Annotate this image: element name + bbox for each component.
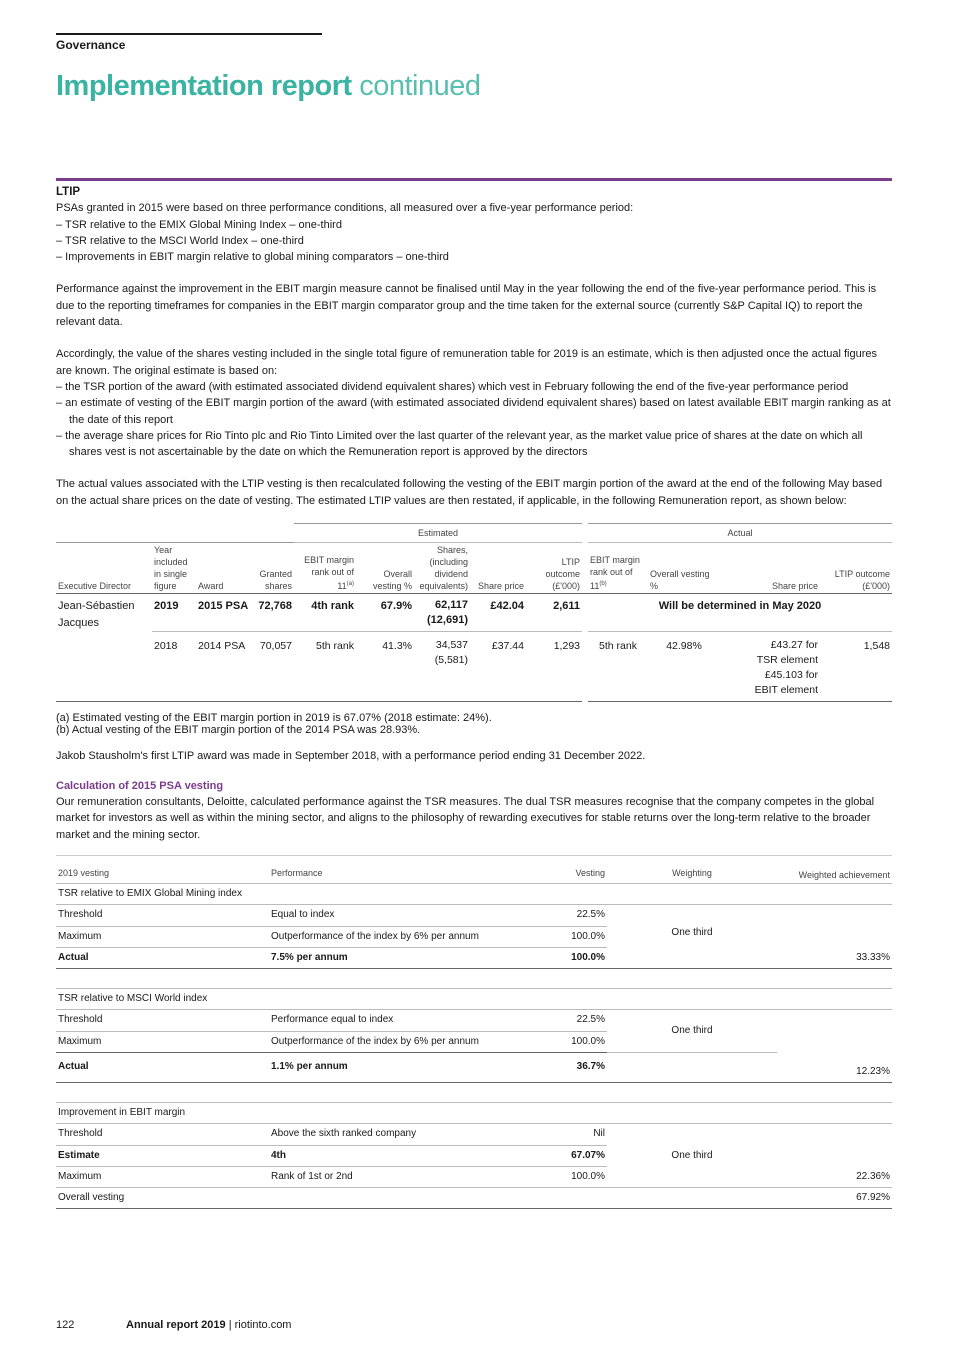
page-title bbox=[56, 70, 481, 103]
table-row: Threshold Performance equal to index 22.5% One third 12.23% bbox=[56, 1010, 892, 1031]
col-actual-outcome: LTIP outcome (£'000) bbox=[834, 569, 890, 592]
col-ebit-rank: EBIT margin rank out of 11$^{(a)}$ bbox=[304, 555, 354, 592]
group-actual: Actual bbox=[588, 524, 892, 543]
col-award: Award bbox=[196, 543, 252, 594]
basis-item: – an estimate of vesting of the EBIT margin portion of the award (with estimated associated dividend equivalent shares) based on latest available EBIT margin ranking as at the date of this report bbox=[56, 397, 891, 426]
section-rule bbox=[56, 178, 892, 181]
condition-item: – TSR relative to the MSCI World Index – one-third bbox=[56, 234, 304, 247]
page-number: 122 bbox=[56, 1319, 75, 1331]
achievement-ebit: 22.36% bbox=[777, 1124, 892, 1188]
ltip-vesting-table bbox=[56, 523, 892, 702]
col-outcome: LTIP outcome (£'000) bbox=[545, 557, 580, 592]
basis-item: – the average share prices for Rio Tinto plc and Rio Tinto Limited over the last quarter of the relevant year, as the market value price of shares at the date on which all shares vest is not ascertainable by the date on which the Remuneration report is approved by the directors bbox=[56, 429, 863, 459]
title-bold: Implementation report bbox=[56, 70, 352, 102]
table-row: Maximum Outperformance of the index by 6% per annum 100.0% bbox=[56, 926, 892, 947]
paragraph-recalc: The actual values associated with the LTIP vesting is then recalculated following the vesting of the EBIT margin portion of the award at the end of the following May based on the actual share prices on the date of vesting. The estimated LTIP values are then restated, if applicable, in the following Remuneration report, as shown below: bbox=[56, 478, 883, 507]
weighting-ebit: One third bbox=[607, 1124, 777, 1188]
page-footer bbox=[56, 1319, 291, 1331]
actual-pending: Will be determined in May 2020 bbox=[658, 600, 822, 613]
col-overall: Overall vesting % bbox=[372, 569, 412, 592]
achievement-msci: 12.23% bbox=[777, 1010, 892, 1083]
col-year: Year included in single figure bbox=[152, 543, 196, 594]
basis-item: – the TSR portion of the award (with estimated associated dividend equivalent shares) which vest in February following the end of the five-year performance period bbox=[56, 380, 849, 393]
main-content bbox=[56, 184, 892, 1209]
col-director: Executive Director bbox=[56, 543, 152, 594]
weighting-emix: One third bbox=[607, 905, 777, 969]
overall-vesting-label: Overall vesting bbox=[58, 1192, 125, 1204]
footnote: (a) Estimated vesting of the EBIT margin portion in 2019 is 67.07% (2018 estimate: 24%). bbox=[56, 712, 492, 725]
table-row: Improvement in EBIT margin bbox=[56, 1103, 892, 1124]
table-row: Maximum Outperformance of the index by 6% per annum 100.0% bbox=[56, 1031, 892, 1052]
psa-vesting-table: 2019 vesting Performance Vesting Weighting Weighted achievement TSR relative to EMIX Global Mining index Threshold Equal to index 22.5% One third 33.33% Maximum Outperformance of the index by 6% per annum 100.0% Actual 7.5% per annum 100.0% TSR relative to MSCI World index Threshold Performance equal to index 22.5% One third 12.23% Maximum Outperformance of the index by 6% per annum 100.0% Actual 1.1% per annum 36.7% Improvement in EBIT margin Threshold Above the sixth ranked company Nil One third 22.36% Estimate 4th 67.07% Maximum Rank of 1st or 2nd 100.0% Overall vesting 67.92% bbox=[56, 855, 892, 1210]
title-continued: continued bbox=[359, 70, 481, 102]
footnote: (b) Actual vesting of the EBIT margin portion of the 2014 PSA was 28.93%. bbox=[56, 724, 421, 737]
table-row: Threshold Above the sixth ranked company Nil One third 22.36% bbox=[56, 1124, 892, 1145]
col-actual-price: Share price bbox=[771, 581, 818, 592]
table-row: Actual 7.5% per annum 100.0% bbox=[56, 947, 892, 968]
table-row: Actual 1.1% per annum 36.7% bbox=[56, 1053, 892, 1083]
calc-heading: Calculation of 2015 PSA vesting bbox=[56, 779, 224, 792]
table-row: 2018 2014 PSA 70,057 5th rank 41.3% 34,537 (5,581) £37.44 1,293 5th rank 42.98% £43.27 for TSR element £45.103 for EBIT element 1,548 bbox=[154, 638, 890, 696]
col-shares: Shares, (including dividend equivalents) bbox=[419, 545, 468, 592]
table-row: Jean-Sébastien Jacques 2019 2015 PSA 72,768 4th rank 67.9% 62,117 (12,691) £42.04 2,611 Will be determined in May 2020 bbox=[56, 594, 892, 632]
paragraph-estimate: Accordingly, the value of the shares vesting included in the single total figure of remuneration table for 2019 is an estimate, which is then adjusted once the actual figures are known. The original estimate is based on: bbox=[56, 348, 878, 377]
col-price: Share price bbox=[477, 581, 524, 592]
director-name: Jean-Sébastien Jacques bbox=[58, 600, 135, 629]
ltip-heading: LTIP bbox=[56, 186, 81, 198]
calc-paragraph: Our remuneration consultants, Deloitte, calculated performance against the TSR measures. The dual TSR measures recognise that the company competes in the global market for investors as well as within the mining sector, and aligns to the philosophy of rewarding executives for stable returns over the long-term relative to the broader market and the mining sector. bbox=[56, 796, 875, 841]
condition-item: – TSR relative to the EMIX Global Mining Index – one-third bbox=[56, 218, 342, 231]
table-row bbox=[56, 1188, 892, 1209]
table-row: TSR relative to MSCI World index bbox=[56, 989, 892, 1010]
table-row: Maximum Rank of 1st or 2nd 100.0% bbox=[56, 1166, 892, 1187]
group-estimated: Estimated bbox=[294, 524, 582, 543]
table-row: TSR relative to EMIX Global Mining index bbox=[56, 883, 892, 904]
stausholm-note: Jakob Stausholm's first LTIP award was made in September 2018, with a performance period ending 31 December 2022. bbox=[56, 750, 646, 763]
col-actual-overall: Overall vesting % bbox=[650, 569, 710, 592]
paragraph-ebit-timing: Performance against the improvement in the EBIT margin measure cannot be finalised until May in the year following the end of the five-year performance period. This is due to the reporting timeframes for companies in the EBIT margin comparator group and the time taken for the external source (currently S&P Capital IQ) to report the relevant data. bbox=[56, 283, 877, 329]
col-granted: Granted shares bbox=[252, 543, 294, 594]
section-label: Governance bbox=[56, 38, 126, 52]
col-actual-rank: EBIT margin rank out of 11$^{(b)}$ bbox=[590, 555, 640, 592]
table-row: Estimate 4th 67.07% bbox=[56, 1145, 892, 1166]
weighting-msci: One third bbox=[607, 1010, 777, 1053]
condition-item: – Improvements in EBIT margin relative to global mining comparators – one-third bbox=[56, 251, 449, 264]
website: | riotinto.com bbox=[228, 1319, 292, 1331]
report-name: Annual report 2019 bbox=[126, 1319, 226, 1331]
ltip-intro: PSAs granted in 2015 were based on three performance conditions, all measured over a five-year performance period: bbox=[56, 202, 634, 215]
table-row: Threshold Equal to index 22.5% One third 33.33% bbox=[56, 905, 892, 926]
overall-vesting-value: 67.92% bbox=[856, 1192, 890, 1204]
top-rule bbox=[56, 33, 322, 35]
achievement-emix: 33.33% bbox=[777, 905, 892, 969]
